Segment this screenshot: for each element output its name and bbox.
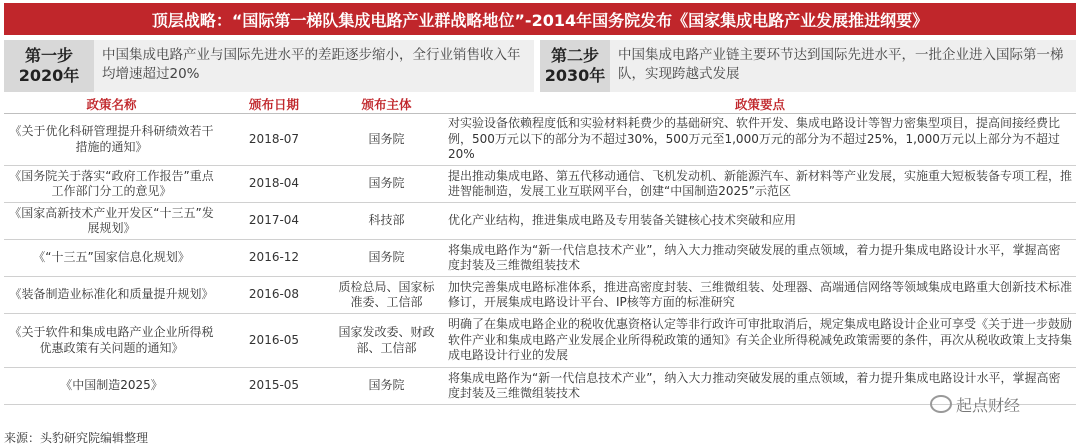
header-date: 颁布日期: [219, 95, 329, 114]
policy-date: 2016-12: [219, 240, 329, 277]
policy-date: 2018-04: [219, 166, 329, 203]
policy-date: 2016-05: [219, 314, 329, 368]
policy-name: 《中国制造2025》: [4, 368, 219, 405]
step-1-description: 中国集成电路产业与国际先进水平的差距逐步缩小，全行业销售收入年均增速超过20%: [94, 40, 534, 92]
policy-points: 加快完善集成电路标准体系，推进高密度封装、三维微组装、处理器、高端通信网络等领域集成电路重大创新技术标准修订，开展集成电路设计平台、IP核等方面的标准研究: [444, 277, 1076, 314]
policy-name: 《国务院关于落实“政府工作报告”重点工作部门分工的意见》: [4, 166, 219, 203]
policy-name: 《装备制造业标准化和质量提升规划》: [4, 277, 219, 314]
policy-points: 将集成电路作为“新一代信息技术产业”，纳入大力推动突破发展的重点领域，着力提升集成电路设计水平，掌握高密度封装及三维微组装技术: [444, 368, 1076, 405]
step-2-description: 中国集成电路产业链主要环节达到国际先进水平，一批企业进入国际第一梯队，实现跨越式发展: [610, 40, 1076, 92]
policy-date: 2018-07: [219, 114, 329, 166]
policy-date: 2015-05: [219, 368, 329, 405]
policy-table-container: [4, 95, 1076, 405]
header-policy-name: 政策名称: [4, 95, 219, 114]
policy-points: 对实验设备依赖程度低和实验材料耗费少的基础研究、软件开发、集成电路设计等智力密集型项目，提高间接经费比例，500万元以下的部分为不超过30%，500万元至1,000万元的部分为不超过25%，1,000万元以上部分为不超过20%: [444, 114, 1076, 166]
policy-points: 将集成电路作为“新一代信息技术产业”，纳入大力推动突破发展的重点领域，着力提升集成电路设计水平，掌握高密度封装及三维微组装技术: [444, 240, 1076, 277]
policy-points: 提出推动集成电路、第五代移动通信、飞机发动机、新能源汽车、新材料等产业发展，实施重大短板装备专项工程，推进智能制造，发展工业互联网平台，创建“中国制造2025”示范区: [444, 166, 1076, 203]
policy-points: 明确了在集成电路企业的税收优惠资格认定等非行政许可审批取消后，规定集成电路设计企业可享受《关于进一步鼓励软件产业和集成电路产业发展企业所得税政策的通知》有关企业所得税减免政策需要的条件，再次从税收政策上支持集成电路设计行业的发展: [444, 314, 1076, 368]
header-issuer: 颁布主体: [329, 95, 444, 114]
table-row: [4, 368, 1076, 405]
policy-issuer: 科技部: [329, 203, 444, 240]
wechat-icon: [930, 395, 952, 413]
policy-table: [4, 95, 1076, 405]
policy-name: 《关于软件和集成电路产业企业所得税优惠政策有关问题的通知》: [4, 314, 219, 368]
policy-issuer: 国务院: [329, 114, 444, 166]
table-row: [4, 240, 1076, 277]
table-row: [4, 114, 1076, 166]
step-1-year: 2020年: [18, 66, 80, 85]
watermark-text: 起点财经: [956, 395, 1021, 415]
step-1-name: 第一步: [24, 46, 73, 65]
source-note: 来源：头豹研究院编辑整理: [4, 431, 149, 445]
table-row: [4, 166, 1076, 203]
table-row: [4, 314, 1076, 368]
policy-issuer: 国家发改委、财政部、工信部: [329, 314, 444, 368]
policy-points: 优化产业结构，推进集成电路及专用装备关键核心技术突破和应用: [444, 203, 1076, 240]
policy-issuer: 国务院: [329, 368, 444, 405]
strategy-steps: [4, 40, 1076, 92]
policy-name: 《国家高新技术产业开发区“十三五”发展规划》: [4, 203, 219, 240]
step-2-name: 第二步: [550, 46, 599, 65]
step-2-year: 2030年: [544, 66, 606, 85]
table-header-row: [4, 95, 1076, 114]
header-key-points: 政策要点: [444, 95, 1076, 114]
watermark: [930, 391, 1065, 417]
policy-name: 《“十三五”国家信息化规划》: [4, 240, 219, 277]
policy-date: 2017-04: [219, 203, 329, 240]
policy-name: 《关于优化科研管理提升科研绩效若干措施的通知》: [4, 114, 219, 166]
policy-date: 2016-08: [219, 277, 329, 314]
table-row: [4, 203, 1076, 240]
banner-title: 顶层战略：“国际第一梯队集成电路产业群战略地位”-2014年国务院发布《国家集成电路产业发展推进纲要》: [4, 3, 1076, 35]
table-row: [4, 277, 1076, 314]
policy-issuer: 国务院: [329, 166, 444, 203]
policy-issuer: 质检总局、国家标准委、工信部: [329, 277, 444, 314]
step-1-label: [4, 40, 94, 92]
step-2-label: [540, 40, 610, 92]
policy-issuer: 国务院: [329, 240, 444, 277]
